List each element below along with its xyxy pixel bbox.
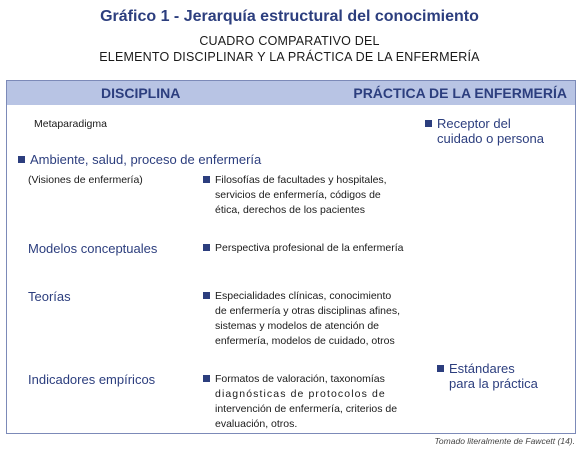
especialidades-line-4: enfermería, modelos de cuidado, otros bbox=[215, 335, 395, 347]
square-bullet-icon bbox=[203, 176, 210, 183]
formatos-line-1: Formatos de valoración, taxonomías bbox=[203, 373, 385, 385]
modelos-heading: Modelos conceptuales bbox=[28, 241, 158, 256]
formatos-text bbox=[203, 372, 408, 432]
estandares-line-2: para la práctica bbox=[449, 376, 538, 391]
receptor-line-1: Receptor del bbox=[425, 116, 511, 131]
subtitle-line-1: CUADRO COMPARATIVO DEL bbox=[199, 34, 380, 48]
especialidades-text bbox=[203, 289, 413, 349]
square-bullet-icon bbox=[425, 120, 432, 127]
header-disciplina: DISCIPLINA bbox=[101, 85, 181, 101]
receptor-label bbox=[425, 116, 544, 146]
perspectiva-text bbox=[203, 241, 413, 256]
estandares-line-1: Estándares bbox=[437, 361, 515, 376]
square-bullet-icon bbox=[203, 292, 210, 299]
formatos-line-4: evaluación, otros. bbox=[215, 418, 298, 430]
especialidades-line-3: sistemas y modelos de atención de bbox=[215, 320, 380, 332]
formatos-line-3: intervención de enfermería, criterios de bbox=[215, 403, 398, 415]
filosofias-line-2: servicios de enfermería, códigos de bbox=[215, 189, 381, 201]
formatos-line-2: diagnósticas de protocolos de bbox=[215, 388, 386, 400]
square-bullet-icon bbox=[18, 156, 25, 163]
ambiente-heading: Ambiente, salud, proceso de enfermería bbox=[18, 152, 261, 167]
estandares-label bbox=[437, 361, 538, 391]
square-bullet-icon bbox=[437, 365, 444, 372]
teorias-heading: Teorías bbox=[28, 289, 71, 304]
especialidades-line-1: Especialidades clínicas, conocimiento bbox=[203, 290, 391, 302]
filosofias-line-3: ética, derechos de los pacientes bbox=[215, 204, 366, 216]
perspectiva-line: Perspectiva profesional de la enfermería bbox=[203, 242, 404, 254]
filosofias-line-1: Filosofías de facultades y hospitales, bbox=[203, 174, 387, 186]
header-practica: PRÁCTICA DE LA ENFERMERÍA bbox=[353, 85, 567, 101]
subtitle-line-2: ELEMENTO DISCIPLINAR Y LA PRÁCTICA DE LA ENFERMERÍA bbox=[99, 50, 480, 64]
metaparadigma-label: Metaparadigma bbox=[34, 118, 107, 130]
square-bullet-icon bbox=[203, 244, 210, 251]
square-bullet-icon bbox=[203, 375, 210, 382]
especialidades-line-2: de enfermería y otras disciplinas afines, bbox=[215, 305, 401, 317]
table-header bbox=[7, 81, 575, 105]
page-title: Gráfico 1 - Jerarquía estructural del conocimiento bbox=[100, 8, 479, 25]
source-footnote: Tomado literalmente de Fawcett (14). bbox=[434, 436, 575, 446]
visiones-label: (Visiones de enfermería) bbox=[28, 174, 143, 186]
receptor-line-2: cuidado o persona bbox=[437, 131, 544, 146]
indicadores-heading: Indicadores empíricos bbox=[28, 372, 156, 387]
filosofias-text bbox=[203, 173, 398, 218]
